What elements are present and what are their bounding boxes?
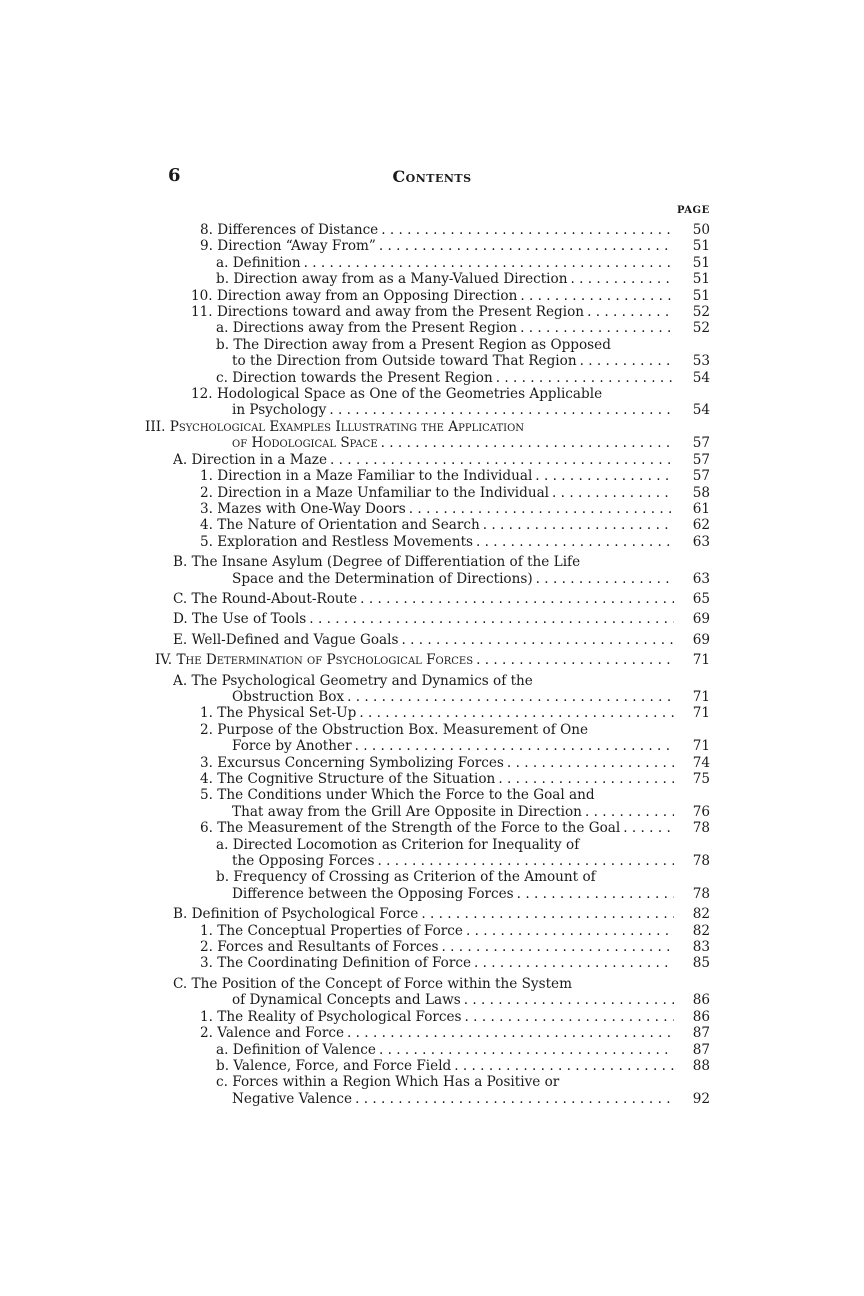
toc-entry-title: in Psychology bbox=[232, 402, 329, 418]
toc-entry-title: IV. The Determination of Psychological Forces bbox=[155, 652, 476, 668]
table-of-contents bbox=[145, 222, 710, 1107]
toc-entry bbox=[145, 923, 710, 939]
toc-entry-page: 65 bbox=[674, 591, 710, 607]
page-number: 6 bbox=[168, 165, 181, 186]
toc-entry bbox=[145, 837, 710, 853]
toc-entry-page: 51 bbox=[674, 288, 710, 304]
toc-entry-title: to the Direction from Outside toward That Region bbox=[232, 353, 580, 369]
toc-entry-title: Obstruction Box bbox=[232, 689, 347, 705]
toc-entry-page: 51 bbox=[674, 255, 710, 271]
toc-entry bbox=[145, 652, 710, 668]
toc-entry bbox=[145, 673, 710, 689]
toc-entry-page: 92 bbox=[674, 1091, 710, 1107]
toc-entry-page: 71 bbox=[674, 689, 710, 705]
toc-entry-title: of Hodological Space bbox=[232, 435, 381, 451]
page-title: Contents bbox=[392, 167, 472, 186]
toc-entry-title: Difference between the Opposing Forces bbox=[232, 886, 517, 902]
toc-entry-title: c. Forces within a Region Which Has a Positive or bbox=[216, 1074, 562, 1090]
toc-entry-title: B. Definition of Psychological Force bbox=[173, 906, 421, 922]
toc-entry bbox=[145, 222, 710, 238]
toc-entry bbox=[145, 353, 710, 369]
toc-entry bbox=[145, 271, 710, 287]
toc-entry-page: 57 bbox=[674, 452, 710, 468]
toc-entry-page: 54 bbox=[674, 370, 710, 386]
toc-entry bbox=[145, 501, 710, 517]
toc-entry-page: 53 bbox=[674, 353, 710, 369]
toc-entry-title: E. Well-Defined and Vague Goals bbox=[173, 632, 401, 648]
toc-entry-title: 2. Valence and Force bbox=[200, 1025, 347, 1041]
toc-entry-page: 86 bbox=[674, 992, 710, 1008]
toc-entry-title: 4. The Nature of Orientation and Search bbox=[200, 517, 483, 533]
toc-entry-title: 5. Exploration and Restless Movements bbox=[200, 534, 476, 550]
toc-entry bbox=[145, 689, 710, 705]
toc-entry bbox=[145, 485, 710, 501]
toc-entry-title: a. Directed Locomotion as Criterion for Inequality of bbox=[216, 837, 582, 853]
toc-entry-title: a. Directions away from the Present Region bbox=[216, 320, 520, 336]
toc-entry-title: 1. The Reality of Psychological Forces bbox=[200, 1009, 465, 1025]
toc-entry-page: 85 bbox=[674, 955, 710, 971]
toc-entry bbox=[145, 337, 710, 353]
toc-entry-page: 71 bbox=[674, 738, 710, 754]
toc-entry-page: 82 bbox=[674, 906, 710, 922]
toc-entry bbox=[145, 238, 710, 254]
toc-entry-page: 54 bbox=[674, 402, 710, 418]
toc-entry bbox=[145, 1009, 710, 1025]
toc-entry-page: 82 bbox=[674, 923, 710, 939]
toc-entry-page: 78 bbox=[674, 820, 710, 836]
toc-entry bbox=[145, 452, 710, 468]
toc-entry-page: 83 bbox=[674, 939, 710, 955]
toc-entry bbox=[145, 591, 710, 607]
toc-entry bbox=[145, 1091, 710, 1107]
toc-entry-page: 87 bbox=[674, 1042, 710, 1058]
toc-entry bbox=[145, 738, 710, 754]
toc-entry-page: 69 bbox=[674, 611, 710, 627]
toc-entry bbox=[145, 304, 710, 320]
toc-entry bbox=[145, 468, 710, 484]
toc-entry-page: 51 bbox=[674, 271, 710, 287]
toc-entry bbox=[145, 820, 710, 836]
toc-entry-title: 5. The Conditions under Which the Force to the Goal and bbox=[200, 787, 598, 803]
toc-entry bbox=[145, 435, 710, 451]
toc-entry-page: 88 bbox=[674, 1058, 710, 1074]
toc-entry-page: 50 bbox=[674, 222, 710, 238]
toc-entry bbox=[145, 632, 710, 648]
toc-entry bbox=[145, 554, 710, 570]
toc-entry-page: 78 bbox=[674, 886, 710, 902]
toc-entry-title: A. Direction in a Maze bbox=[173, 452, 330, 468]
toc-entry bbox=[145, 853, 710, 869]
toc-entry-title: 4. The Cognitive Structure of the Situation bbox=[200, 771, 498, 787]
toc-entry-page: 71 bbox=[674, 705, 710, 721]
toc-entry-title: 10. Direction away from an Opposing Direction bbox=[191, 288, 520, 304]
page-column-label: PAGE bbox=[677, 205, 710, 216]
toc-entry-title: A. The Psychological Geometry and Dynamics of the bbox=[173, 673, 536, 689]
toc-entry-title: C. The Round-About-Route bbox=[173, 591, 360, 607]
toc-entry bbox=[145, 886, 710, 902]
toc-entry-title: 12. Hodological Space as One of the Geometries Applicable bbox=[191, 386, 605, 402]
toc-entry bbox=[145, 992, 710, 1008]
toc-entry bbox=[145, 386, 710, 402]
toc-entry-title: C. The Position of the Concept of Force within the System bbox=[173, 976, 575, 992]
toc-entry-title: D. The Use of Tools bbox=[173, 611, 309, 627]
toc-entry-page: 63 bbox=[674, 534, 710, 550]
toc-entry-title: c. Direction towards the Present Region bbox=[216, 370, 496, 386]
toc-entry-page: 69 bbox=[674, 632, 710, 648]
toc-entry-title: b. Frequency of Crossing as Criterion of the Amount of bbox=[216, 869, 599, 885]
toc-entry-title: b. The Direction away from a Present Region as Opposed bbox=[216, 337, 614, 353]
toc-entry-title: 9. Direction “Away From” bbox=[200, 238, 379, 254]
toc-entry bbox=[145, 955, 710, 971]
toc-entry bbox=[145, 906, 710, 922]
toc-entry-title: 2. Forces and Resultants of Forces bbox=[200, 939, 441, 955]
toc-entry-title: a. Definition of Valence bbox=[216, 1042, 379, 1058]
toc-entry-page: 52 bbox=[674, 304, 710, 320]
toc-entry-title: 1. Direction in a Maze Familiar to the Individual bbox=[200, 468, 535, 484]
toc-entry bbox=[145, 1042, 710, 1058]
toc-entry bbox=[145, 419, 710, 435]
toc-entry bbox=[145, 869, 710, 885]
toc-entry bbox=[145, 755, 710, 771]
toc-entry-title: Space and the Determination of Directions) bbox=[232, 571, 536, 587]
toc-entry-title: 1. The Conceptual Properties of Force bbox=[200, 923, 466, 939]
toc-entry-page: 51 bbox=[674, 238, 710, 254]
toc-entry bbox=[145, 288, 710, 304]
toc-entry bbox=[145, 939, 710, 955]
toc-entry bbox=[145, 705, 710, 721]
toc-entry-page: 62 bbox=[674, 517, 710, 533]
toc-entry bbox=[145, 534, 710, 550]
toc-entry-title: 3. The Coordinating Definition of Force bbox=[200, 955, 474, 971]
toc-entry-title: That away from the Grill Are Opposite in Direction bbox=[232, 804, 585, 820]
toc-entry bbox=[145, 1074, 710, 1090]
toc-entry-title: of Dynamical Concepts and Laws bbox=[232, 992, 464, 1008]
toc-entry-page: 75 bbox=[674, 771, 710, 787]
toc-entry-title: 3. Excursus Concerning Symbolizing Forces bbox=[200, 755, 507, 771]
toc-entry bbox=[145, 571, 710, 587]
toc-entry bbox=[145, 771, 710, 787]
toc-entry-title: 1. The Physical Set-Up bbox=[200, 705, 359, 721]
toc-entry-title: Force by Another bbox=[232, 738, 355, 754]
toc-entry-page: 76 bbox=[674, 804, 710, 820]
toc-entry bbox=[145, 1025, 710, 1041]
toc-entry-title: Negative Valence bbox=[232, 1091, 355, 1107]
toc-entry bbox=[145, 976, 710, 992]
toc-entry bbox=[145, 255, 710, 271]
toc-entry bbox=[145, 402, 710, 418]
toc-entry-title: III. Psychological Examples Illustrating the Application bbox=[145, 419, 527, 435]
toc-entry-title: b. Valence, Force, and Force Field bbox=[216, 1058, 454, 1074]
toc-entry-page: 52 bbox=[674, 320, 710, 336]
toc-entry bbox=[145, 787, 710, 803]
toc-entry-title: 2. Purpose of the Obstruction Box. Measurement of One bbox=[200, 722, 591, 738]
toc-entry-page: 57 bbox=[674, 435, 710, 451]
toc-entry bbox=[145, 804, 710, 820]
toc-entry bbox=[145, 517, 710, 533]
toc-entry-page: 86 bbox=[674, 1009, 710, 1025]
toc-entry-page: 71 bbox=[674, 652, 710, 668]
toc-entry-page: 87 bbox=[674, 1025, 710, 1041]
toc-entry-title: 6. The Measurement of the Strength of the Force to the Goal bbox=[200, 820, 623, 836]
toc-entry bbox=[145, 320, 710, 336]
toc-entry-page: 78 bbox=[674, 853, 710, 869]
toc-entry-title: b. Direction away from as a Many-Valued Direction bbox=[216, 271, 570, 287]
toc-entry-title: 11. Directions toward and away from the Present Region bbox=[191, 304, 587, 320]
toc-entry-page: 74 bbox=[674, 755, 710, 771]
toc-entry-title: 2. Direction in a Maze Unfamiliar to the Individual bbox=[200, 485, 552, 501]
toc-entry-title: 8. Differences of Distance bbox=[200, 222, 381, 238]
toc-entry-title: 3. Mazes with One-Way Doors bbox=[200, 501, 409, 517]
toc-entry-page: 58 bbox=[674, 485, 710, 501]
toc-entry bbox=[145, 722, 710, 738]
toc-entry bbox=[145, 611, 710, 627]
toc-entry-page: 57 bbox=[674, 468, 710, 484]
toc-entry bbox=[145, 1058, 710, 1074]
toc-entry-page: 63 bbox=[674, 571, 710, 587]
toc-entry bbox=[145, 370, 710, 386]
toc-entry-title: the Opposing Forces bbox=[232, 853, 377, 869]
toc-entry-page: 61 bbox=[674, 501, 710, 517]
toc-entry-title: B. The Insane Asylum (Degree of Differentiation of the Life bbox=[173, 554, 583, 570]
toc-entry-title: a. Definition bbox=[216, 255, 304, 271]
